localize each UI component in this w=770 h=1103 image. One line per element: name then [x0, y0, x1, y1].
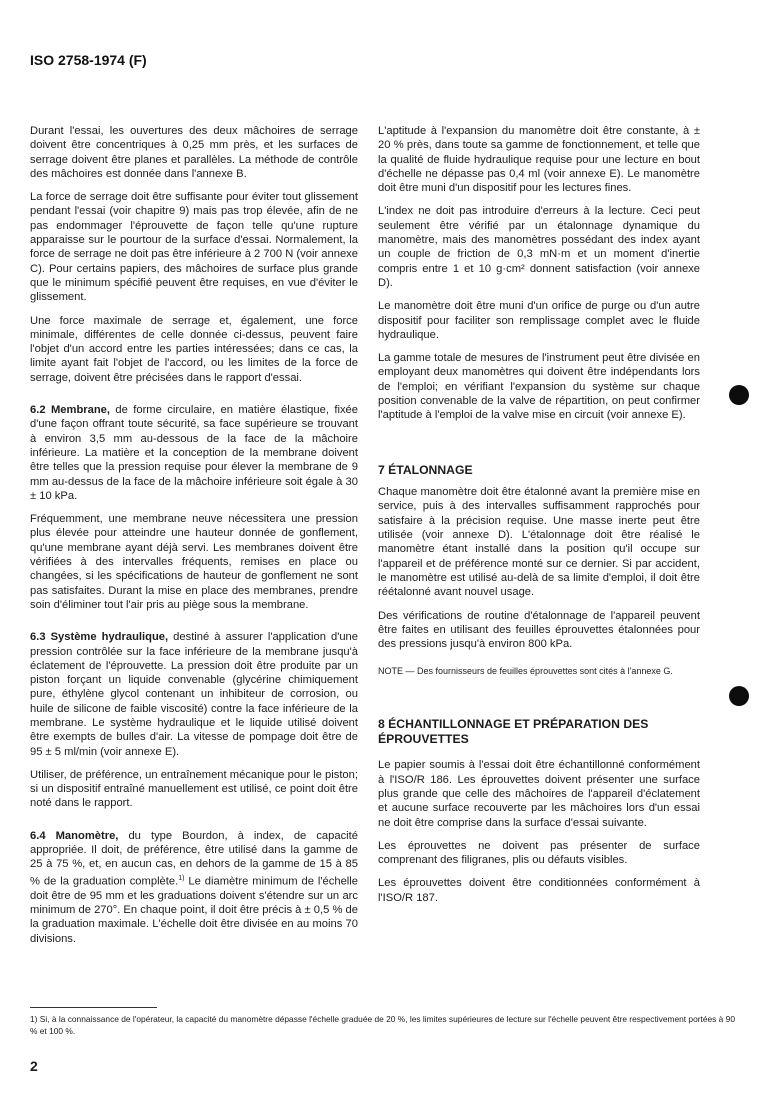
section-6-4 — [30, 829, 358, 946]
paragraph: La force de serrage doit être suffisante pour éviter tout glissement pendant l'essai (voir chapitre 9) mais pas trop élevée, afin de ne pas endommager l'éprouvette de façon telle qu'une rupture apparaisse sur le pourtour de la surface d'essai. Normalement, la force de serrage ne doit pas être inférieure à 2 700 N (voir annexe C). Pour certains papiers, des mâchoires de surface plus grande que le minimum spécifié peuvent être requises, en vue d'éviter le glissement. — [30, 191, 358, 304]
paragraph: Fréquemment, une membrane neuve nécessitera une pression plus élevée pour atteindre une hauteur donnée de gonflement, qu'une membrane ayant déjà servi. Les membranes doivent être vérifiées à des intervalles fréquents, remises en place ou changées, si les spécifications de hauteur de gonflement ne sont pas satisfaites. Durant la mise en place des membranes, prendre soin d'éliminer tout l'air pris au piège sous la membrane. — [30, 513, 358, 611]
section-8-title: 8 ÉCHANTILLONNAGE ET PRÉPARATION DES ÉPROUVETTES — [378, 717, 649, 746]
margin-dot-icon — [729, 385, 749, 405]
paragraph: La gamme totale de mesures de l'instrument peut être divisée en employant deux manomètres qui doivent être indépendants lors de l'emploi; en vérifiant l'expansion du système sur chaque position convenable de la valve de répartition, on peut confirmer l'aptitude à l'emploi de la valve mise en circuit (voir annexe E). — [378, 352, 700, 422]
section-6-4-text: du type Bourdon, à index, de capacité appropriée. Il doit, de préférence, être utilisé dans la gamme de 25 à 75 %, et, en aucun cas, en dehors de la gamme de 15 à 85 % de la graduation complète. — [30, 829, 358, 888]
footnote-reference: 1) — [178, 874, 185, 882]
paragraph: Une force maximale de serrage et, également, une force minimale, différentes de celle donnée ci-dessus, peuvent faire l'objet d'un accord entre les parties intéressées; dans ce cas, la limite ayant fait l'objet de l'accord, ou les limites de la force de serrage, doivent être précisées dans le rapport d'essai. — [30, 314, 358, 384]
section-6-3-heading: 6.3 Système hydraulique, — [30, 631, 169, 644]
right-column — [378, 124, 700, 914]
section-6-2-heading: 6.2 Membrane, — [30, 404, 111, 417]
paragraph: L'aptitude à l'expansion du manomètre doit être constante, à ± 20 % près, dans toute sa gamme de fonctionnement, et telle que la qualité de fluide hydraulique requise pour une lecture en bout d'échelle ne dépasse pas 0,4 ml (voir annexe E). Le manomètre doit être muni d'un dispositif pour les lectures fines. — [378, 125, 700, 195]
section-7-title: 7 ÉTALONNAGE — [378, 462, 473, 477]
margin-dot-icon — [729, 686, 749, 706]
section-6-2-text: de forme circulaire, en matière élastique, fixée d'une façon offrant toute sécurité, sa face supérieure se trouvant à environ 3,5 mm au-dessous de la face de la mâchoire inférieure. La matière et la conception de la membrane doivent être telles que la pression requise pour élever la membrane de 9 mm au-dessus de la face de la mâchoire inférieure soit égale à 30 ± 10 kPa. — [30, 404, 358, 502]
paragraph: Durant l'essai, les ouvertures des deux mâchoires de serrage doivent être concentriques à 0,25 mm près, et les surfaces de serrage doivent être planes et parallèles. La méthode de contrôle des mâchoires est donnée dans l'annexe B. — [30, 125, 358, 180]
footnote: 1) Si, à la connaissance de l'opérateur, la capacité du manomètre dépasse l'échelle graduée de 20 %, les limites supérieures de lecture sur l'échelle peuvent être respectivement portées à 90 % et 100 %. — [30, 1014, 735, 1036]
paragraph: Les éprouvettes ne doivent pas présenter de surface comprenant des filigranes, plis ou défauts visibles. — [378, 839, 700, 867]
paragraph: Le manomètre doit être muni d'un orifice de purge ou d'un autre dispositif pour faciliter son remplissage complet avec le fluide hydraulique. — [378, 300, 700, 341]
paragraph: Chaque manomètre doit être étalonné avant la première mise en service, puis à des intervalles suffisamment rapprochés pour satisfaire à la précision requise. Une masse inerte peut être utilisée (voir annexe D). L'étalonnage doit être réalisé le manomètre étant installé dans la position qu'il occupe sur l'appareil et de préférence monté sur ce dernier. Si par accident, le manomètre est utilisé au-delà de sa limite d'emploi, il doit être réétalonné avant nouvel usage. — [378, 486, 700, 599]
section-6-4-text-continued: Le diamètre minimum de l'échelle doit être de 95 mm et les graduations doivent s'étendre sur un arc minimum de 270°. En chaque point, il doit être précis à ± 0,5 % de la graduation maximale. L'échelle doit être divisée en au moins 70 divisions. — [30, 875, 358, 945]
page-number: 2 — [30, 1058, 38, 1074]
section-6-4-heading: 6.4 Manomètre, — [30, 829, 119, 842]
section-6-2 — [30, 403, 358, 503]
note: NOTE — Des fournisseurs de feuilles éprouvettes sont cités à l'annexe G. — [378, 666, 673, 677]
paragraph: Les éprouvettes doivent être conditionnées conformément à l'ISO/R 187. — [378, 877, 700, 904]
section-6-3-text: destiné à assurer l'application d'une pression contrôlée sur la face inférieure de la membrane jusqu'à éclatement de l'éprouvette. La pression doit être produite par un piston forçant un liquide convenable (glycérine chimiquement pure, éthylène glycol contenant un inhibiteur de corrosion, ou huile de silicone de faible viscosité) contre la face inférieure de la membrane. Le système hydraulique et le liquide utilisé doivent être exempts de bulles d'air. La vitesse de pompage doit être de 95 ± 5 ml/min (voir annexe E). — [30, 631, 358, 758]
document-header: ISO 2758-1974 (F) — [30, 52, 147, 68]
left-column — [30, 124, 358, 955]
footnote-divider — [30, 1007, 157, 1008]
paragraph: Des vérifications de routine d'étalonnage de l'appareil peuvent être faites en utilisant des feuilles éprouvettes étalonnées pour des pressions jusqu'à environ 800 kPa. — [378, 609, 700, 651]
paragraph: Utiliser, de préférence, un entraînement mécanique pour le piston; si un dispositif entraîné manuellement est utilisé, ce point doit être noté dans le rapport. — [30, 768, 358, 810]
paragraph: Le papier soumis à l'essai doit être échantillonné conformément à l'ISO/R 186. Les éprouvettes doivent présenter une surface plus grande que celle des mâchoires de l'appareil d'éclatement et aucune surface recouverte par les mâchoires lors d'un essai ne doit être comprise dans la surface d'essai suivante. — [378, 759, 700, 829]
section-6-3 — [30, 630, 358, 759]
paragraph: L'index ne doit pas introduire d'erreurs à la lecture. Ceci peut seulement être vérifié par un étalonnage dynamique du manomètre, mais des manomètres possédant des index ayant un couple de friction de 0,3 mN·m et un moment d'inertie compris entre 1 et 10 g·cm² donnent satisfaction (voir annexe D). — [378, 205, 700, 289]
